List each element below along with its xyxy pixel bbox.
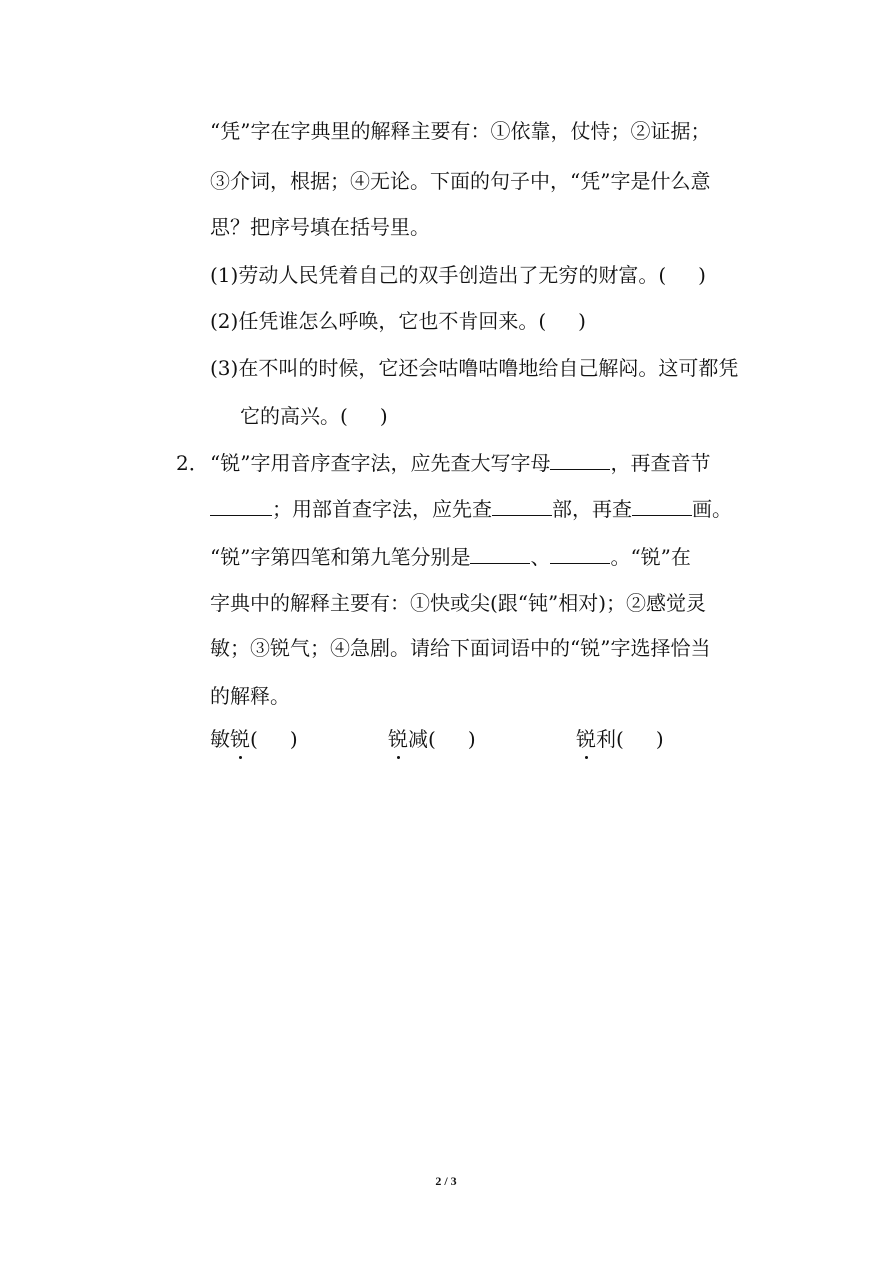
q2-line-3	[210, 544, 691, 570]
answer-paren-close: )	[698, 263, 706, 287]
q2-line-4: 字典中的解释主要有：①快或尖(跟“钝”相对)；②感觉灵	[210, 591, 707, 615]
q2-line-2-b: 部，再查	[552, 497, 632, 521]
answer-paren-open: (	[428, 727, 436, 751]
q1-intro-line-2: ③介词，根据；④无论。下面的句子中，“凭”字是什么意	[210, 169, 711, 193]
answer-paren-open: (	[616, 727, 624, 751]
answer-paren-open: (	[250, 727, 258, 751]
q1-sentence-2	[210, 308, 586, 334]
answer-paren-close: )	[655, 727, 664, 751]
word-item	[210, 726, 298, 752]
q1-sentence-1	[210, 262, 706, 288]
q1-sentence-1-text: (1)劳动人民凭着自己的双手创造出了无穷的财富。(	[210, 263, 667, 287]
q2-line-1-b: ，再查音节	[610, 451, 711, 475]
q2-line-1	[210, 450, 710, 476]
word-item	[388, 726, 476, 752]
q2-line-6: 的解释。	[210, 684, 290, 708]
q2-line-3-c: 。“锐”在	[610, 545, 691, 569]
q2-number: 2．	[176, 451, 209, 475]
q1-sentence-2-text: (2)任凭谁怎么呼唤，它也不肯回来。(	[210, 309, 547, 333]
answer-paren-close: )	[379, 404, 388, 428]
answer-paren-close: )	[578, 309, 586, 333]
word-dotted-char: 锐	[230, 727, 250, 751]
q2-line-2-a: ；用部首查字法，应先查	[272, 497, 492, 521]
q2-line-1-a: “锐”字用音序查字法，应先查大写字母	[210, 451, 551, 475]
answer-paren-close: )	[289, 727, 298, 751]
page-number: 2 / 3	[435, 1174, 457, 1188]
fill-blank[interactable]	[550, 451, 610, 470]
fill-blank[interactable]	[550, 545, 610, 564]
word-item	[576, 726, 664, 752]
word-post: 减	[408, 727, 428, 751]
q2-line-2-c: 画。	[692, 497, 732, 521]
q2-line-2	[210, 496, 732, 522]
q2-line-5: 敏；③锐气；④急剧。请给下面词语中的“锐”字选择恰当	[210, 636, 711, 660]
q1-sentence-3-line-1: (3)在不叫的时候，它还会咕噜咕噜地给自己解闷。这可都凭	[210, 356, 739, 380]
answer-paren-close: )	[467, 727, 476, 751]
fill-blank[interactable]	[492, 497, 552, 516]
word-pre: 敏	[210, 727, 230, 751]
q2-line-3-a: “锐”字第四笔和第九笔分别是	[210, 545, 471, 569]
q1-sentence-3-line-2	[240, 403, 388, 429]
q2-line-3-b: 、	[530, 545, 551, 569]
fill-blank[interactable]	[210, 497, 272, 516]
fill-blank[interactable]	[470, 545, 530, 564]
q1-intro-line-1: “凭”字在字典里的解释主要有：①依靠，仗恃；②证据；	[210, 119, 711, 143]
fill-blank[interactable]	[632, 497, 692, 516]
q1-sentence-3-line-2-text: 它的高兴。(	[240, 404, 348, 428]
word-dotted-char: 锐	[576, 727, 596, 751]
q1-intro-line-3: 思？把序号填在括号里。	[210, 215, 430, 239]
word-post: 利	[596, 727, 616, 751]
word-dotted-char: 锐	[388, 727, 408, 751]
